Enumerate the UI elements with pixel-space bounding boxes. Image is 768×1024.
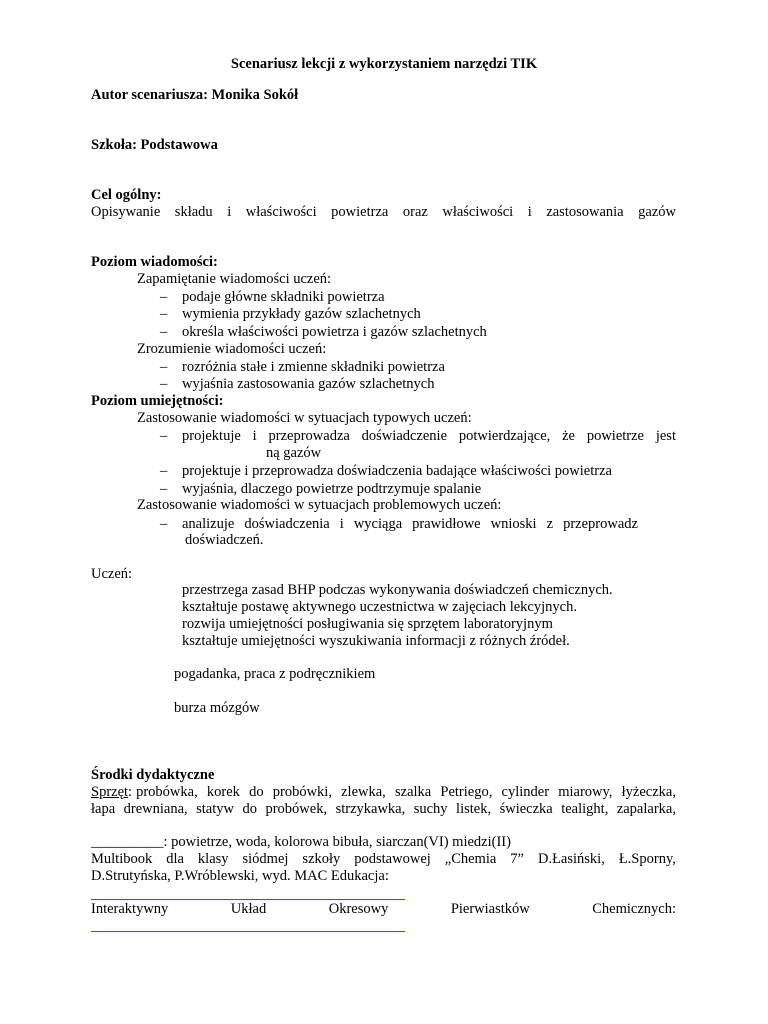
method-item: burza mózgów [174, 700, 260, 716]
book-word: Ł.Sporny, [618, 851, 676, 867]
bullet-dash: – [160, 376, 168, 392]
list-item-word: projektuje [182, 428, 241, 444]
list-item-word: przeprowadza [268, 428, 350, 444]
equipment-word: probówka, [136, 784, 198, 800]
bullet-dash: – [160, 481, 168, 497]
equipment-word: probówki, [272, 784, 332, 800]
list-item: wyjaśnia, dlaczego powietrze podtrzymuje spalanie [182, 481, 482, 497]
list-item-word: i [252, 428, 257, 444]
goal-word: i [227, 204, 232, 220]
list-item-word: prawidłowe [412, 516, 481, 532]
list-item: podaje główne składniki powietrza [182, 289, 385, 305]
bullet-dash: – [160, 359, 168, 375]
goal-word: właściwości [442, 204, 514, 220]
list-item-word: z [546, 516, 554, 532]
student-item: przestrzega zasad BHP podczas wykonywania doświadczeń chemicznych. [182, 582, 613, 598]
goal-word: i [527, 204, 532, 220]
list-item-word: powietrze [586, 428, 644, 444]
periodic-table-word: Interaktywny [91, 901, 169, 917]
book-line-1 [91, 851, 676, 868]
equipment-colon: : [128, 784, 133, 800]
list-item-word: jest [655, 428, 676, 444]
book-word: D.Łasiński, [537, 851, 605, 867]
author-line: Autor scenariusza: Monika Sokół [91, 87, 299, 103]
list-item-word: doświadczenie [361, 428, 448, 444]
periodic-table-word: Okresowy [328, 901, 389, 917]
typical-subheading: Zastosowanie wiadomości w sytuacjach typowych uczeń: [137, 410, 472, 426]
student-item: kształtuje umiejętności wyszukiwania informacji z różnych źródeł. [182, 633, 570, 649]
list-item-word: analizuje [182, 516, 235, 532]
list-item-continuation: ną gazów [266, 445, 322, 461]
list-item: wyjaśnia zastosowania gazów szlachetnych [182, 376, 435, 392]
student-item: rozwija umiejętności posługiwania się sprzętem laboratoryjnym [182, 616, 553, 632]
list-item-continuation: doświadczeń. [185, 532, 264, 548]
understand-subheading: Zrozumienie wiadomości uczeń: [137, 341, 327, 357]
remember-subheading: Zapamiętanie wiadomości uczeń: [137, 271, 332, 287]
bullet-dash: – [160, 306, 168, 322]
bullet-dash: – [160, 463, 168, 479]
list-item-word: wyciąga [353, 516, 403, 532]
equipment-word: do [249, 784, 264, 800]
equipment-line-2 [91, 801, 676, 818]
equipment-word: zapalarka, [616, 801, 676, 817]
goal-word: gazów [638, 204, 676, 220]
bullet-dash: – [160, 428, 168, 444]
list-item-word: że [562, 428, 575, 444]
reagents-blank: __________ [91, 834, 164, 850]
goal-word: zastosowania [546, 204, 624, 220]
list-item: wymienia przykłady gazów szlachetnych [182, 306, 421, 322]
periodic-table-word: Chemicznych: [592, 901, 676, 917]
equipment-word: łyżeczka, [621, 784, 676, 800]
book-word: klasy [197, 851, 229, 867]
problem-subheading: Zastosowanie wiadomości w sytuacjach problemowych uczeń: [137, 497, 502, 513]
equipment-word: łapa [91, 801, 116, 817]
list-item-word: i [339, 516, 344, 532]
skills-heading: Poziom umiejętności: [91, 393, 224, 409]
book-word: Multibook [91, 851, 153, 867]
equipment-word: szalka [394, 784, 432, 800]
goal-word: właściwości [245, 204, 317, 220]
equipment-word: drewniana, [123, 801, 188, 817]
school-line: Szkoła: Podstawowa [91, 137, 218, 153]
equipment-word: miarowy, [558, 784, 613, 800]
periodic-table-word: Układ [230, 901, 267, 917]
bullet-dash: – [160, 324, 168, 340]
bullet-dash: – [160, 289, 168, 305]
equipment-list [136, 784, 676, 801]
book-word: „Chemia [444, 851, 497, 867]
book-word: siódmej [242, 851, 289, 867]
equipment-word: strzykawka, [335, 801, 406, 817]
equipment-word: statyw [196, 801, 234, 817]
equipment-word: tealight, [561, 801, 609, 817]
list-item-word: doświadczenia [244, 516, 330, 532]
equipment-word: listek, [456, 801, 492, 817]
book-line-2: D.Strutyńska, P.Wróblewski, wyd. MAC Edukacja: [91, 868, 389, 884]
list-item: określa właściwości powietrza i gazów szlachetnych [182, 324, 487, 340]
list-item-word: potwierdzające, [458, 428, 551, 444]
book-word: dla [166, 851, 184, 867]
equipment-word: Petriego, [440, 784, 493, 800]
equipment-word: cylinder [501, 784, 550, 800]
list-item-word: przeprowadz [563, 516, 638, 532]
page-title: Scenariusz lekcji z wykorzystaniem narzędzi TIK [230, 56, 538, 72]
book-word: podstawowej [354, 851, 431, 867]
equipment-word: zlewka, [341, 784, 386, 800]
goal-text [91, 204, 676, 221]
reagents-text: : powietrze, woda, kolorowa bibuła, siarczan(VI) miedzi(II) [163, 834, 511, 850]
list-item: rozróżnia stałe i zmienne składniki powietrza [182, 359, 445, 375]
equipment-word: suchy [413, 801, 448, 817]
goal-word: oraz [402, 204, 428, 220]
list-item [182, 516, 638, 533]
list-item: projektuje i przeprowadza doświadczenia badające właściwości powietrza [182, 463, 612, 479]
equipment-word: świeczka [499, 801, 553, 817]
book-word: 7” [510, 851, 524, 867]
student-item: kształtuje postawę aktywnego uczestnictwa w zajęciach lekcyjnych. [182, 599, 577, 615]
student-label: Uczeń: [91, 566, 133, 582]
equipment-label: Sprzęt [91, 784, 129, 800]
equipment-word: do [242, 801, 257, 817]
periodic-table-line[interactable] [91, 901, 676, 918]
link-underline [91, 931, 405, 932]
goal-word: składu [174, 204, 213, 220]
bullet-dash: – [160, 516, 168, 532]
reagents-line [91, 834, 511, 851]
equipment-line [91, 784, 676, 801]
knowledge-heading: Poziom wiadomości: [91, 254, 218, 270]
goal-word: powietrza [331, 204, 389, 220]
means-heading: Środki dydaktyczne [91, 767, 215, 783]
method-item: pogadanka, praca z podręcznikiem [174, 666, 376, 682]
book-word: szkoły [302, 851, 341, 867]
link-underline [91, 899, 405, 900]
goal-heading: Cel ogólny: [91, 187, 162, 203]
equipment-word: korek [206, 784, 240, 800]
equipment-word: probówek, [265, 801, 328, 817]
goal-word: Opisywanie [91, 204, 161, 220]
list-item [182, 428, 676, 445]
periodic-table-word: Pierwiastków [450, 901, 530, 917]
list-item-word: wnioski [490, 516, 537, 532]
